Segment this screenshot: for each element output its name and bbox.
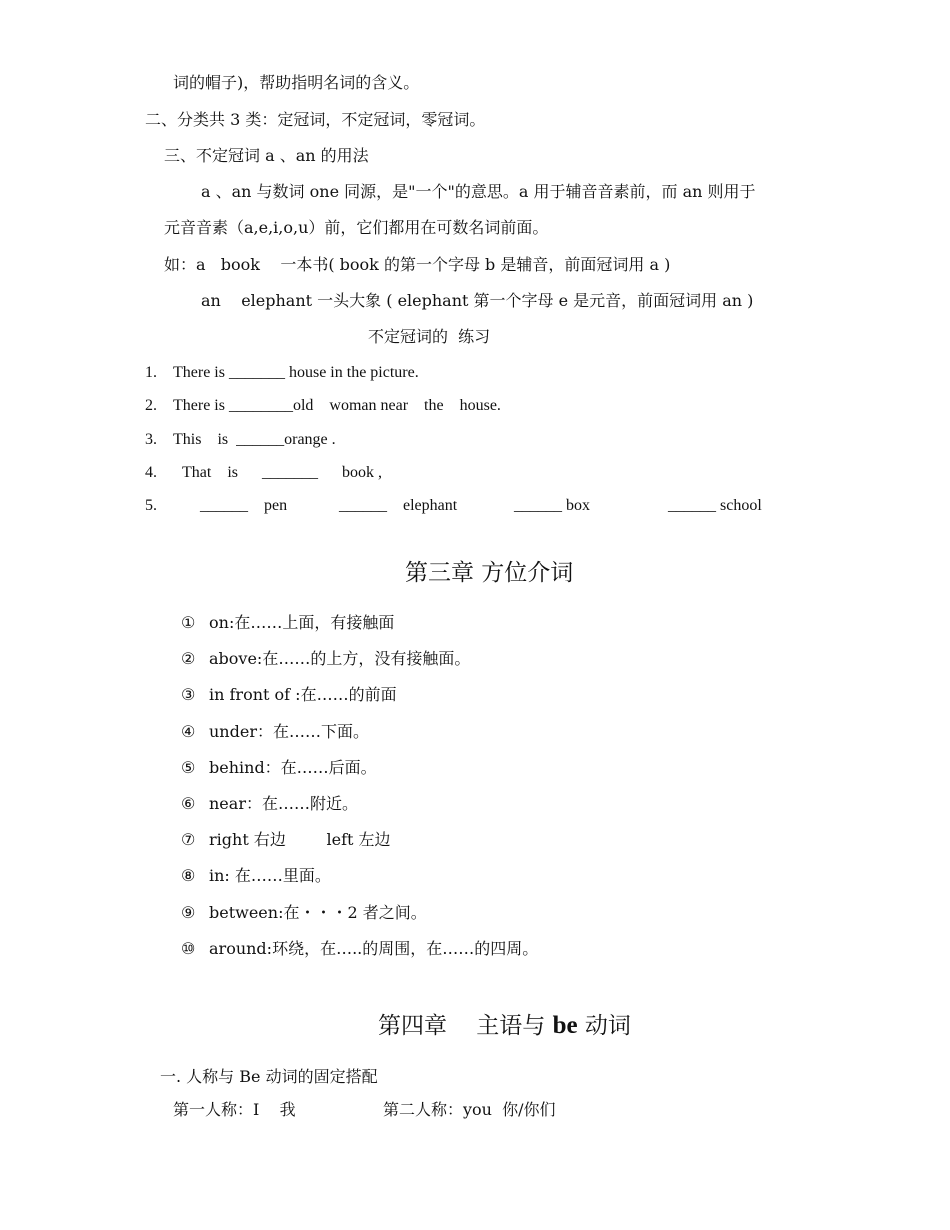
circled-number: ⑤ bbox=[181, 758, 196, 777]
chapter-4-title bbox=[378, 1011, 631, 1041]
preposition-text: between:在・・・2 者之间。 bbox=[209, 903, 427, 922]
blank-school: ______ school bbox=[668, 497, 762, 514]
chapter-4-title-part-2: 动词 bbox=[577, 1013, 631, 1039]
intro-line-7: an elephant 一头大象 ( elephant 第一个字母 e 是元音，前面冠词用 an ) bbox=[201, 291, 754, 310]
intro-line-4: a 、an 与数词 one 同源，是"一个"的意思。a 用于辅音音素前，而 an 则用于 bbox=[201, 182, 756, 201]
preposition-text: near：在……附近。 bbox=[209, 794, 358, 813]
intro-line-2: 二、分类共 3 类：定冠词，不定冠词，零冠词。 bbox=[145, 110, 486, 129]
intro-line-1: 词的帽子)，帮助指明名词的含义。 bbox=[173, 73, 420, 92]
exercise-item-number: 5. bbox=[145, 497, 157, 514]
chapter-4-title-be: be bbox=[552, 1012, 578, 1039]
preposition-text: behind：在……后面。 bbox=[209, 758, 377, 777]
exercise-item-number: 1. bbox=[145, 364, 157, 381]
exercise-item-number: 2. bbox=[145, 397, 157, 414]
chapter-4-title-part-1: 第四章 主语与 bbox=[378, 1013, 553, 1039]
preposition-text: around:环绕，在…..的周围，在……的四周。 bbox=[209, 939, 539, 958]
preposition-text: above:在……的上方，没有接触面。 bbox=[209, 649, 471, 668]
intro-line-6: 如：a book 一本书( book 的第一个字母 b 是辅音，前面冠词用 a ) bbox=[164, 255, 671, 274]
section-1-heading: 一. 人称与 Be 动词的固定搭配 bbox=[160, 1067, 378, 1086]
preposition-text: right 右边 left 左边 bbox=[209, 830, 391, 849]
intro-line-5: 元音音素（a,e,i,o,u）前，它们都用在可数名词前面。 bbox=[164, 218, 549, 237]
circled-number: ③ bbox=[181, 685, 196, 704]
exercise-item-text: There is ________old woman near the house. bbox=[173, 397, 501, 414]
circled-number: ⑦ bbox=[181, 830, 196, 849]
preposition-text: on:在……上面，有接触面 bbox=[209, 613, 395, 632]
exercise-item-text: That is _______ book , bbox=[182, 464, 382, 481]
first-person-label: 第一人称：I 我 bbox=[173, 1100, 296, 1119]
exercise-title: 不定冠词的 练习 bbox=[368, 327, 491, 346]
circled-number: ④ bbox=[181, 722, 196, 741]
circled-number: ⑩ bbox=[181, 939, 196, 958]
circled-number: ⑥ bbox=[181, 794, 196, 813]
circled-number: ① bbox=[181, 613, 196, 632]
blank-elephant: ______ elephant bbox=[339, 497, 458, 514]
exercise-item-text: There is _______ house in the picture. bbox=[173, 364, 419, 381]
second-person-label: 第二人称：you 你/你们 bbox=[383, 1100, 556, 1119]
circled-number: ⑨ bbox=[181, 903, 196, 922]
preposition-text: under：在……下面。 bbox=[209, 722, 369, 741]
exercise-item-number: 3. bbox=[145, 431, 157, 448]
intro-line-3: 三、不定冠词 a 、an 的用法 bbox=[164, 146, 369, 165]
exercise-item-number: 4. bbox=[145, 464, 157, 481]
preposition-text: in: 在……里面。 bbox=[209, 866, 331, 885]
circled-number: ② bbox=[181, 649, 196, 668]
circled-number: ⑧ bbox=[181, 866, 196, 885]
blank-box: ______ box bbox=[514, 497, 590, 514]
chapter-3-title: 第三章 方位介词 bbox=[405, 560, 574, 586]
blank-pen: ______ pen bbox=[200, 497, 288, 514]
exercise-item-text: This is ______orange . bbox=[173, 431, 336, 448]
preposition-text: in front of :在……的前面 bbox=[209, 685, 397, 704]
